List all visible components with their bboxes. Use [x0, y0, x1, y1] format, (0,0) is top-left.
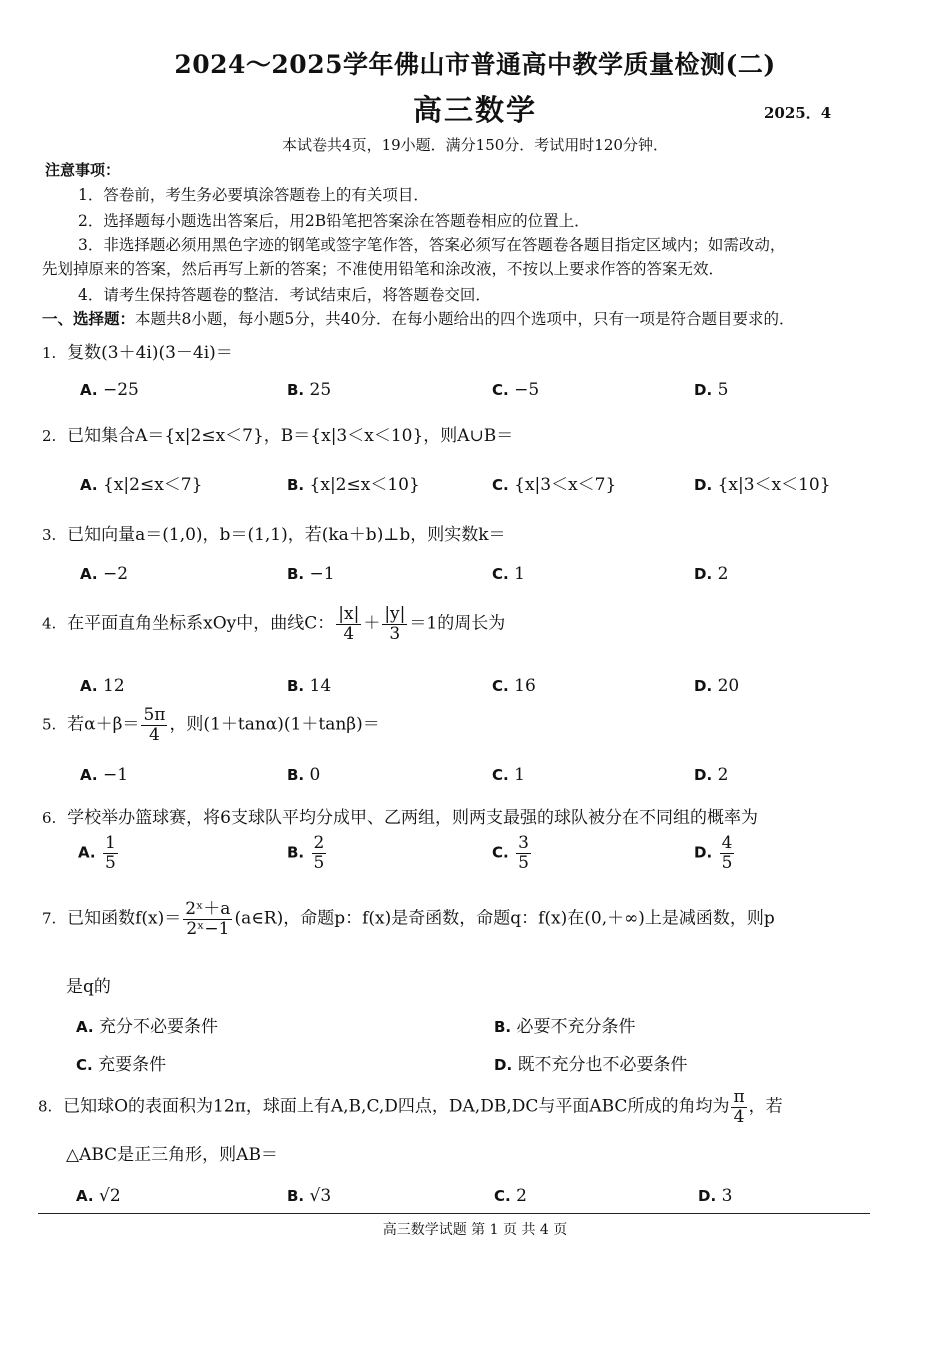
option-d[interactable]: D. {x|3＜x＜10}	[694, 475, 831, 495]
question-stem: 若α＋β＝	[67, 714, 140, 735]
option-text: 3	[721, 1186, 733, 1206]
option-b[interactable]: B. 25	[287, 380, 332, 400]
question-stem: 在平面直角坐标系xOy中，曲线C：	[67, 613, 335, 634]
note-item: 3．非选择题必须用黑色字迹的钢笔或签字笔作答，答案必须写在答题卷各题目指定区域内；如需改动，	[78, 236, 786, 254]
question-number: 7.	[42, 909, 57, 928]
question-stem: 已知函数f(x)＝	[67, 908, 182, 929]
option-text: √3	[309, 1186, 332, 1206]
option-text: {x|3＜x＜10}	[717, 475, 831, 495]
question-number: 4.	[42, 614, 57, 633]
question-stem: 已知集合A＝{x|2≤x＜7}，B＝{x|3＜x＜10}，则A∪B＝	[67, 426, 514, 446]
note-item: 2．选择题每小题选出答案后，用2B铅笔把答案涂在答题卷相应的位置上．	[78, 212, 590, 230]
option-c[interactable]: C. 2	[494, 1186, 527, 1206]
question-number: 5.	[42, 715, 57, 734]
option-d[interactable]: D. 2	[694, 765, 729, 785]
option-b[interactable]: B. 14	[287, 676, 332, 696]
page-footer: 高三数学试题 第 1 页 共 4 页	[382, 1222, 568, 1238]
option-text: 2	[516, 1186, 527, 1206]
section-heading	[42, 307, 794, 329]
footer-divider	[38, 1213, 870, 1214]
option-b[interactable]: B. 必要不充分条件	[494, 1017, 636, 1037]
option-b[interactable]: B. $\frac{2}{5}$	[287, 833, 325, 873]
option-text: 5	[717, 380, 729, 400]
notes-heading: 注意事项：	[45, 161, 121, 179]
option-text: 1	[514, 765, 525, 785]
option-text: 0	[309, 765, 321, 785]
section-instructions: 本题共8小题，每小题5分，共40分．在每小题给出的四个选项中，只有一项是符合题目要求的．	[135, 310, 795, 328]
option-a[interactable]: A. −2	[80, 564, 129, 584]
exam-date: 2025．4	[764, 104, 832, 122]
option-a[interactable]: A. 充分不必要条件	[76, 1017, 218, 1037]
question-number: 3.	[42, 526, 57, 544]
question-3	[42, 520, 506, 545]
question-number: 6.	[42, 809, 57, 827]
question-7	[42, 900, 775, 938]
option-a[interactable]: A. −25	[80, 380, 139, 400]
question-stem: 已知向量a＝(1,0)，b＝(1,1)，若(ka＋b)⊥b，则实数k＝	[67, 525, 506, 545]
option-text: {x|3＜x＜7}	[514, 475, 617, 495]
option-text: 必要不充分条件	[516, 1017, 636, 1037]
option-text: {x|2≤x＜10}	[309, 475, 420, 495]
option-c[interactable]: C. {x|3＜x＜7}	[492, 475, 617, 495]
question-8	[38, 1088, 783, 1126]
option-text: −5	[514, 380, 540, 400]
option-c[interactable]: C. 1	[492, 564, 525, 584]
option-text: 充要条件	[98, 1055, 167, 1075]
option-b[interactable]: B. 0	[287, 765, 321, 785]
option-text: √2	[99, 1186, 121, 1206]
fraction: $\frac{\text{2ˣ＋a}}{\text{2ˣ−1}}$	[185, 899, 231, 939]
option-b[interactable]: B. −1	[287, 564, 335, 584]
option-a[interactable]: A. {x|2≤x＜7}	[80, 475, 203, 495]
option-text: 20	[717, 676, 740, 696]
question-stem: 学校举办篮球赛，将6支球队平均分成甲、乙两组，则两支最强的球队被分在不同组的概率为	[67, 808, 758, 828]
option-text: −25	[103, 380, 139, 400]
option-a[interactable]: A. −1	[80, 765, 129, 785]
option-c[interactable]: C. 1	[492, 765, 525, 785]
option-c[interactable]: C. 16	[492, 676, 536, 696]
option-text: 16	[514, 676, 536, 696]
option-text: 2	[717, 765, 729, 785]
option-text: 充分不必要条件	[99, 1017, 218, 1037]
section-label: 一、选择题：	[42, 309, 136, 328]
option-d[interactable]: D. 3	[698, 1186, 733, 1206]
option-text: 1	[514, 564, 525, 584]
option-a[interactable]: A. $\frac{1}{5}$	[78, 833, 116, 873]
exam-info: 本试卷共4页，19小题．满分150分．考试用时120分钟．	[282, 136, 668, 154]
note-item: 1．答卷前，考生务必要填涂答题卷上的有关项目．	[78, 186, 429, 204]
question-4: 4. 在平面直角坐标系xOy中，曲线C： $\frac{|x|}{4}$ ＋ $\frac{|y|}{3}$ ＝1的周长为	[42, 604, 506, 644]
option-text: 既不充分也不必要条件	[517, 1055, 688, 1075]
question-number: 8.	[38, 1097, 53, 1116]
option-d[interactable]: D. 2	[694, 564, 729, 584]
question-2	[42, 421, 513, 446]
question-stem-end: ＝1的周长为	[409, 613, 506, 634]
option-text: −1	[103, 765, 129, 785]
exam-title: 2024～2025学年佛山市普通高中教学质量检测(二)	[174, 50, 776, 79]
option-text: −2	[103, 564, 129, 584]
fraction: $\frac{|x|}{4}$	[338, 604, 360, 644]
option-c[interactable]: C. $\frac{3}{5}$	[492, 833, 529, 873]
fraction: $\frac{5\pi}{4}$	[143, 705, 166, 745]
question-stem-mid: ，若	[748, 1096, 783, 1117]
option-c[interactable]: C. 充要条件	[76, 1055, 167, 1075]
question-5	[42, 706, 380, 744]
fraction: $\frac{|y|}{3}$	[384, 604, 406, 644]
question-number: 1.	[42, 344, 57, 362]
option-text: 2	[717, 564, 729, 584]
question-number: 2.	[42, 427, 57, 445]
option-b[interactable]: B. √3	[287, 1186, 332, 1206]
question-6	[42, 803, 758, 828]
option-text: {x|2≤x＜7}	[103, 475, 203, 495]
exam-subject: 高三数学	[412, 93, 537, 127]
option-c[interactable]: C. −5	[492, 380, 540, 400]
question-stem-end: △ABC是正三角形，则AB＝	[66, 1145, 278, 1165]
question-stem-end: 是q的	[66, 977, 111, 997]
option-d[interactable]: D. $\frac{4}{5}$	[694, 833, 733, 873]
option-d[interactable]: D. 既不充分也不必要条件	[494, 1055, 688, 1075]
question-stem: 已知球O的表面积为12π，球面上有A,B,C,D四点，DA,DB,DC与平面ABC所成的角均为	[63, 1096, 730, 1117]
option-text: 12	[103, 676, 125, 696]
option-text: −1	[309, 564, 335, 584]
option-text: 25	[309, 380, 332, 400]
question-stem-end: ，则(1＋tanα)(1＋tanβ)＝	[169, 714, 380, 735]
option-d[interactable]: D. 5	[694, 380, 729, 400]
option-b[interactable]: B. {x|2≤x＜10}	[287, 475, 420, 495]
option-a[interactable]: A. 12	[80, 676, 125, 696]
option-a[interactable]: A. √2	[76, 1186, 121, 1206]
option-text: 14	[309, 676, 332, 696]
note-item: 先划掉原来的答案，然后再写上新的答案；不准使用铅笔和涂改液，不按以上要求作答的答案无效．	[42, 260, 725, 278]
question-1	[42, 338, 233, 363]
fraction: $\frac{\pi}{4}$	[733, 1087, 745, 1127]
question-stem-mid: (a∈R)，命题p：f(x)是奇函数，命题q：f(x)在(0,＋∞)上是减函数，则p	[234, 908, 775, 929]
question-stem: 复数(3＋4i)(3－4i)＝	[67, 343, 233, 363]
note-item: 4．请考生保持答题卷的整洁．考试结束后，将答题卷交回．	[78, 286, 491, 304]
option-d[interactable]: D. 20	[694, 676, 740, 696]
